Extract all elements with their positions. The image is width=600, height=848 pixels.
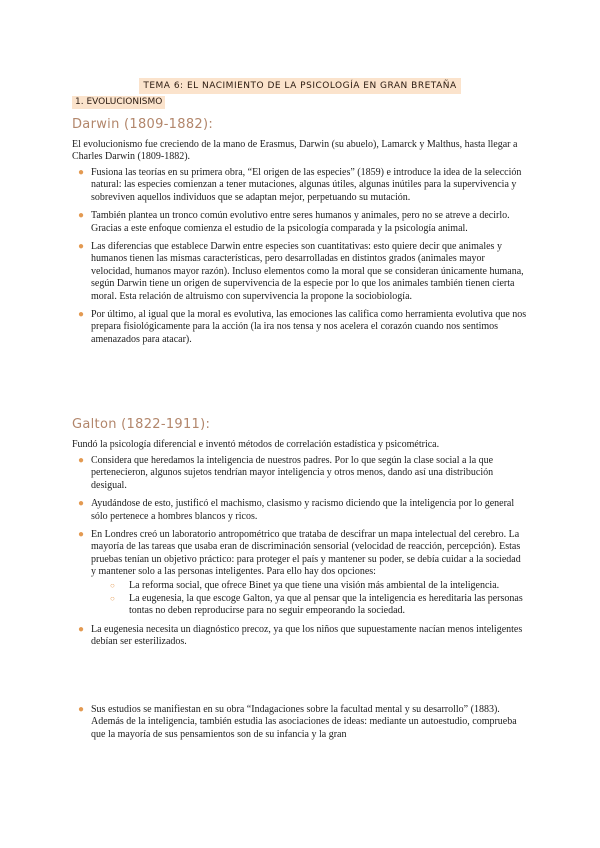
bullet-icon: ● xyxy=(78,241,85,253)
circle-bullet-icon: ○ xyxy=(110,580,115,590)
list-item xyxy=(72,498,528,523)
circle-bullet-icon: ○ xyxy=(110,594,115,604)
list-item xyxy=(72,704,528,741)
darwin-bullet-list xyxy=(72,167,528,352)
list-item-text: Considera que heredamos la inteligencia de nuestros padres. Por lo que según la clase social a la que pertenecieron, algunos sujetos tendrían mayor inteligencia y otros menos, dando así una distribución desigual. xyxy=(91,455,494,491)
list-item-text: Por último, al igual que la moral es evolutiva, las emociones las califica como herramienta evolutiva que nos prepara fisiológicamente para la acción (la ira nos tensa y nos acelera el corazón cuando nos sentimos amenazados para atacar). xyxy=(91,309,527,345)
list-item-text: En Londres creó un laboratorio antropométrico que trataba de descifrar un mapa intelectual del cerebro. La mayoría de las tareas que usaba eran de discriminación sensorial (velocidad de reacción, percepción). Estas pruebas tenían un objetivo práctico: para proteger el país y mantener su poder, se debía cuidar a la sociedad y mantener solo a las personas inteligentes. Para ello hay dos opciones: xyxy=(91,529,521,578)
title-wrap xyxy=(0,75,600,94)
galton-bullet-list xyxy=(72,455,528,655)
list-item xyxy=(72,529,528,618)
darwin-heading: Darwin (1809-1882): xyxy=(72,117,214,132)
list-item xyxy=(72,167,528,204)
list-item xyxy=(72,241,528,303)
galton-intro: Fundó la psicología diferencial e inventó métodos de correlación estadística y psicométrica. xyxy=(72,439,440,450)
bullet-icon: ● xyxy=(78,455,85,466)
galton-bullet-list-2 xyxy=(72,704,528,747)
list-item-text: La eugenesia necesita un diagnóstico precoz, ya que los niños que supuestamente nacían menos inteligentes debían ser esterilizados. xyxy=(91,623,523,648)
list-item xyxy=(72,624,528,649)
bullet-icon: ● xyxy=(78,309,85,321)
bullet-icon: ● xyxy=(78,704,85,715)
list-item xyxy=(72,309,528,346)
bullet-icon: ● xyxy=(78,623,85,635)
galton-sub-list xyxy=(91,580,528,618)
sub-list-item-text: La eugenesia, la que escoge Galton, ya que al pensar que la inteligencia es hereditaria las personas tontas no deben reproducirse para no seguir empeorando la sociedad. xyxy=(129,593,523,617)
sub-list-item-text: La reforma social, que ofrece Binet ya que tiene una visión más ambiental de la inteligencia. xyxy=(129,579,500,591)
bullet-icon: ● xyxy=(78,210,85,222)
section-heading: 1. EVOLUCIONISMO xyxy=(72,96,165,109)
list-item-text: También plantea un tronco común evolutivo entre seres humanos y animales, pero no se atreve a decirlo. Gracias a este enfoque comienza el estudio de la psicología comparada y la psicología animal. xyxy=(91,210,510,234)
page-title: TEMA 6: EL NACIMIENTO DE LA PSICOLOGÍA EN GRAN BRETAÑA xyxy=(139,78,460,94)
bullet-icon: ● xyxy=(78,167,85,178)
list-item-text: Sus estudios se manifiestan en su obra “Indagaciones sobre la facultad mental y su desarrollo” (1883). Además de la inteligencia, también estudia las asociaciones de ideas: mediante un autoestudio, comprueba que la mayoría de sus pensamientos son de su infancia y la gran xyxy=(91,704,517,740)
list-item-text: Fusiona las teorías en su primera obra, “El origen de las especies” (1859) e introduce la idea de la selección natural: las especies comienzan a tener mutaciones, algunas útiles, algunas inútiles para la supervivencia y sobreviven aquellos individuos que se adaptan mejor, perpetuando su mutación. xyxy=(91,167,522,203)
sub-list-item xyxy=(91,580,528,592)
list-item-text: Ayudándose de esto, justificó el machismo, clasismo y racismo diciendo que la inteligencia por lo general sólo pertenece a hombres blancos y ricos. xyxy=(91,498,515,522)
bullet-icon: ● xyxy=(78,498,85,510)
galton-heading: Galton (1822-1911): xyxy=(72,417,211,432)
sub-list-item xyxy=(91,593,528,618)
list-item xyxy=(72,455,528,492)
list-item xyxy=(72,210,528,235)
darwin-intro: El evolucionismo fue creciendo de la mano de Erasmus, Darwin (su abuelo), Lamarck y Malthus, hasta llegar a Charles Darwin (1809-1882). xyxy=(72,139,518,163)
list-item-text: Las diferencias que establece Darwin entre especies son cuantitativas: esto quiere decir que animales y humanos tienen las mismas características, pero desarrolladas en distintos grados (animales mayor velocidad, humanos mayor razón). Incluso elementos como la moral que se consideran únicamente humana, según Darwin tiene un origen de supervivencia de la especie por lo que los animales también tienen cierta moral. Esta relación de altruismo con supervivencia la propone la sociobiología. xyxy=(91,241,524,302)
bullet-icon: ● xyxy=(78,529,85,541)
